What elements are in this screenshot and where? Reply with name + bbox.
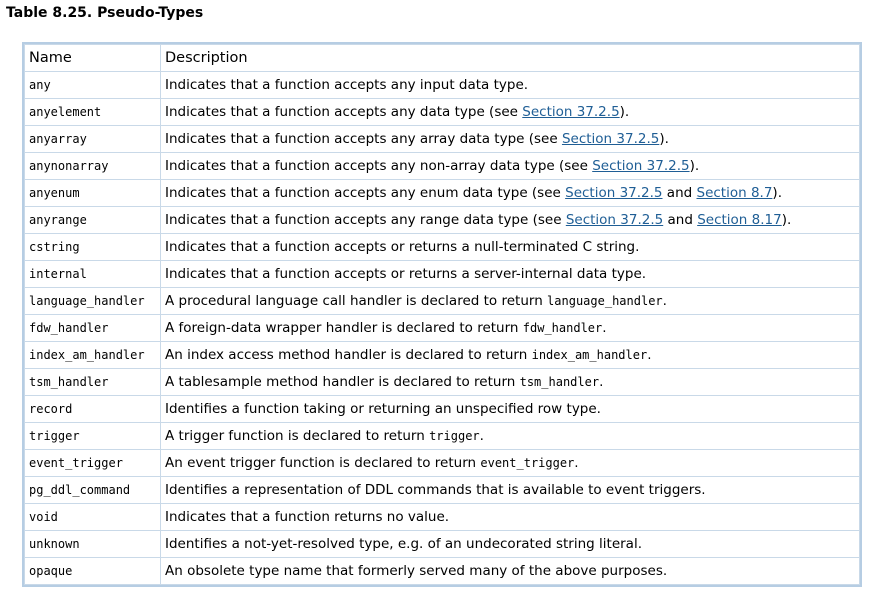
description-cell xyxy=(161,396,860,423)
type-name-cell: tsm_handler xyxy=(25,369,161,396)
description-text: . xyxy=(599,374,604,390)
type-literal: fdw_handler xyxy=(522,321,603,335)
description-text: Identifies a function taking or returning an unspecified row type. xyxy=(165,401,601,417)
description-text: . xyxy=(602,320,607,336)
description-text: An event trigger function is declared to return xyxy=(165,455,481,471)
table-row xyxy=(25,234,860,261)
description-text: . xyxy=(647,347,652,363)
table-row xyxy=(25,126,860,153)
description-text: A trigger function is declared to return xyxy=(165,428,430,444)
type-name-cell: trigger xyxy=(25,423,161,450)
description-cell xyxy=(161,234,860,261)
type-literal: language_handler xyxy=(547,294,663,308)
description-text: Indicates that a function accepts or returns a server-internal data type. xyxy=(165,266,647,282)
description-cell xyxy=(161,369,860,396)
type-name-cell: any xyxy=(25,72,161,99)
table-row xyxy=(25,261,860,288)
table-row xyxy=(25,207,860,234)
description-text: An index access method handler is declared to return xyxy=(165,347,532,363)
description-text: A foreign-data wrapper handler is declared to return xyxy=(165,320,523,336)
description-text: . xyxy=(479,428,484,444)
type-name-cell: pg_ddl_command xyxy=(25,477,161,504)
type-name-cell: cstring xyxy=(25,234,161,261)
table-row xyxy=(25,504,860,531)
table-row xyxy=(25,423,860,450)
section-link[interactable]: Section 37.2.5 xyxy=(522,104,620,120)
type-name-cell: fdw_handler xyxy=(25,315,161,342)
table-row xyxy=(25,288,860,315)
pseudo-types-table xyxy=(22,42,862,587)
description-cell xyxy=(161,180,860,207)
type-name-cell: anyenum xyxy=(25,180,161,207)
description-text: . xyxy=(662,293,667,309)
type-literal: event_trigger xyxy=(480,456,575,470)
table-header-row xyxy=(25,45,860,72)
description-cell xyxy=(161,315,860,342)
description-cell xyxy=(161,153,860,180)
description-text: ). xyxy=(659,131,669,147)
type-name-cell: anyrange xyxy=(25,207,161,234)
table-row xyxy=(25,315,860,342)
description-text: Identifies a not-yet-resolved type, e.g. of an undecorated string literal. xyxy=(165,536,642,552)
section-link[interactable]: Section 37.2.5 xyxy=(561,131,660,147)
table-title: Table 8.25. Pseudo-Types xyxy=(6,5,204,21)
type-name-cell: record xyxy=(25,396,161,423)
section-link[interactable]: Section 37.2.5 xyxy=(565,185,663,201)
description-text: and xyxy=(663,212,698,228)
description-text: Indicates that a function accepts any array data type (see xyxy=(165,131,562,147)
table-row xyxy=(25,153,860,180)
section-link[interactable]: Section 37.2.5 xyxy=(565,212,664,228)
section-link[interactable]: Section 8.17 xyxy=(697,212,782,228)
description-cell xyxy=(161,72,860,99)
description-text: ). xyxy=(689,158,700,174)
description-text: Indicates that a function accepts or returns a null-terminated C string. xyxy=(165,239,640,255)
table-row xyxy=(25,369,860,396)
description-cell xyxy=(161,261,860,288)
section-link[interactable]: Section 8.7 xyxy=(696,185,773,201)
table-row xyxy=(25,531,860,558)
table-row xyxy=(25,180,860,207)
description-text: Indicates that a function accepts any input data type. xyxy=(165,77,529,93)
table xyxy=(24,44,860,585)
type-name-cell: internal xyxy=(25,261,161,288)
table-row xyxy=(25,72,860,99)
type-literal: tsm_handler xyxy=(519,375,600,389)
description-cell xyxy=(161,558,860,585)
description-cell xyxy=(161,207,860,234)
description-text: Indicates that a function accepts any non-array data type (see xyxy=(165,158,593,174)
type-name-cell: anyarray xyxy=(25,126,161,153)
table-row xyxy=(25,342,860,369)
description-cell xyxy=(161,342,860,369)
type-name-cell: anyelement xyxy=(25,99,161,126)
description-text: ). xyxy=(772,185,782,201)
type-literal: trigger xyxy=(429,429,480,443)
type-name-cell: event_trigger xyxy=(25,450,161,477)
description-text: Indicates that a function returns no value. xyxy=(165,509,450,525)
table-row xyxy=(25,558,860,585)
section-link[interactable]: Section 37.2.5 xyxy=(592,158,690,174)
description-cell xyxy=(161,288,860,315)
description-text: A tablesample method handler is declared to return xyxy=(165,374,520,390)
description-text: Indicates that a function accepts any enum data type (see xyxy=(165,185,566,201)
description-text: ). xyxy=(619,104,630,120)
type-literal: index_am_handler xyxy=(531,348,648,362)
table-row xyxy=(25,99,860,126)
table-row xyxy=(25,396,860,423)
description-cell xyxy=(161,99,860,126)
description-cell xyxy=(161,477,860,504)
description-text: ). xyxy=(781,212,792,228)
description-text: Indicates that a function accepts any range data type (see xyxy=(165,212,566,228)
table-row xyxy=(25,477,860,504)
type-name-cell: index_am_handler xyxy=(25,342,161,369)
description-text: Identifies a representation of DDL commands that is available to event triggers. xyxy=(165,482,706,498)
description-text: . xyxy=(574,455,579,471)
description-cell xyxy=(161,531,860,558)
description-text: An obsolete type name that formerly served many of the above purposes. xyxy=(165,563,668,579)
description-cell xyxy=(161,126,860,153)
table-row xyxy=(25,450,860,477)
description-cell xyxy=(161,504,860,531)
type-name-cell: unknown xyxy=(25,531,161,558)
column-header-name: Name xyxy=(25,45,161,72)
description-text: and xyxy=(662,185,697,201)
type-name-cell: void xyxy=(25,504,161,531)
table-body xyxy=(25,72,860,585)
type-name-cell: language_handler xyxy=(25,288,161,315)
description-text: A procedural language call handler is declared to return xyxy=(165,293,548,309)
description-cell xyxy=(161,450,860,477)
description-cell xyxy=(161,423,860,450)
description-text: Indicates that a function accepts any data type (see xyxy=(165,104,523,120)
column-header-description: Description xyxy=(161,45,860,72)
type-name-cell: opaque xyxy=(25,558,161,585)
type-name-cell: anynonarray xyxy=(25,153,161,180)
